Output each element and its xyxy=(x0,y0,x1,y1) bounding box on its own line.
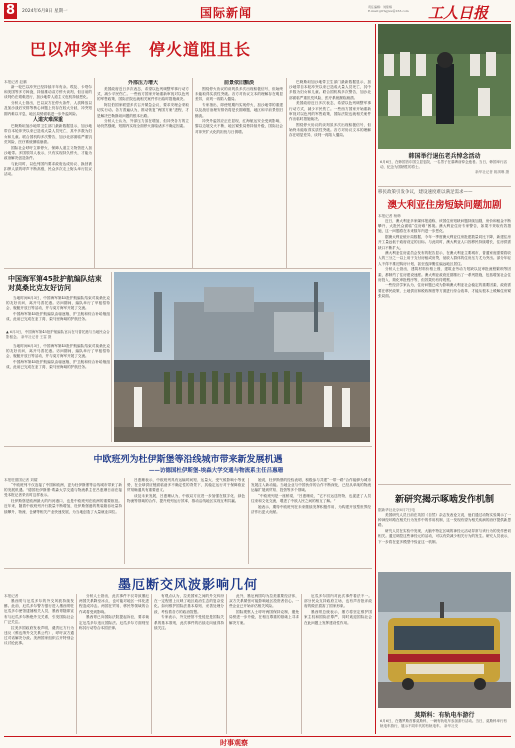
duisburg-para: 谈及未来发展，吕惠珊认为，中欧双方应进一步加强在数字化、绿色物流等领域的合作，提升班列运行效率，推动沿线地区实现互利共赢。 xyxy=(127,494,245,504)
palestine-col-1 xyxy=(4,80,92,264)
palestine-para: 美国政府近日多次表态，希望以色列调整军事行动方式，减少平民伤亡。一些西方国家开始重新审视对以色列的军售政策，国际法院也就相关案件作出临时措施裁决。 xyxy=(289,101,371,121)
header-email: E-mail:grrbgjxw@163.com xyxy=(368,9,409,13)
australia-col-1 xyxy=(378,214,511,482)
navy-ship-photo xyxy=(114,272,370,442)
palestine-col-2 xyxy=(97,80,189,264)
duisburg-col-3 xyxy=(251,478,371,564)
palestine-para: 美国政府近日多次表态，希望以色列调整军事行动方式，减少平民伤亡。一些西方国家开始重新审视对以色列的军售政策，国际法院也就相关案件作出临时措施裁决。 xyxy=(97,87,189,102)
mexico-para: 墨西哥与厄瓜多尔的外交风波持续发酵。此前，厄瓜多尔警方强行进入墨西哥驻厄瓜多尔使馆逮捕相关人员，墨西哥随即宣布与厄瓜多尔断绝外交关系，引发国际社会广泛关注。 xyxy=(4,599,74,624)
headline-science: 新研究揭示啄啮发作机制 xyxy=(394,495,494,505)
headline-duisburg: 中欧班列为杜伊斯堡等沿线城市带来新发展机遇 xyxy=(93,455,283,465)
column-rule xyxy=(248,478,249,564)
palestine-byline: 本报记者 赵鹏 xyxy=(4,80,27,84)
moscow-tram-photo xyxy=(378,572,511,708)
science-byline: 据新华社北京6月7日电 xyxy=(378,508,415,512)
palestine-para: 分析人士认为，外部压力虽在增加，但冲突各方的立场仍然强硬，短期内实现全面停火面临诸多不确定因素。 xyxy=(97,119,189,129)
headline-korea: 韩国举行退伍老兵悼念活动 xyxy=(408,153,481,160)
duisburg-col-2 xyxy=(127,478,245,564)
mexico-byline: 本报记者 xyxy=(4,594,19,598)
korea-credit: 新华社记者 姚琪琳 摄 xyxy=(475,170,509,174)
palestine-subhead-2: 外部压力增大 xyxy=(127,80,158,86)
mexico-para: 厄瓜多尔国内对此次事件看法不一。部分民众支持政府立场，也有声音批评政府的做法损害了国家形象。 xyxy=(304,594,372,609)
australia-kicker: 移民政策引发争议，建设速度难以满足需求—— xyxy=(378,190,473,195)
duisburg-para: 她表示，期待中欧班列在未来继续发挥积极作用，为构建开放型世界经济作出更大贡献。 xyxy=(251,505,371,515)
navy-body xyxy=(6,296,110,330)
navy-credit: 新华社记者 王雷 摄 xyxy=(21,335,52,339)
column-rule xyxy=(124,478,125,564)
korea-memorial-photo xyxy=(378,24,511,149)
column-rule xyxy=(301,594,302,734)
page-number: 8 xyxy=(5,3,16,18)
headline-navy: 中国海军第45批护航编队结束对莫桑比克友好访问 xyxy=(8,275,102,292)
navy-caption xyxy=(6,330,110,340)
footer-brand: 时事观察 xyxy=(220,739,248,747)
section-rule xyxy=(4,568,372,569)
section-rule xyxy=(4,446,372,447)
header-meta xyxy=(368,5,409,13)
palestine-para: 围绕停火协议的谈判虽多次出现积极信号，但始终未能取得实质性突破。各方对协议文本的理解存在明显差异，谈判一再陷入僵局。 xyxy=(289,122,371,138)
column-rule xyxy=(286,78,287,268)
header-editor: 责任编辑：刘紫嫣 xyxy=(368,5,393,9)
mexico-para: 墨西哥总统表示，墨方将坚定维护国家主权和国际法尊严，同时欢迎国际社会在此问题上发挥建设性作用。 xyxy=(304,610,372,625)
column-rule xyxy=(111,272,112,442)
header-rule xyxy=(4,21,511,22)
section-rule xyxy=(4,268,372,269)
right-column-rule xyxy=(375,24,376,734)
headline-palestine: 巴以冲突半年 停火道阻且长 xyxy=(30,40,252,59)
section-rule xyxy=(378,484,511,485)
navy-extra-text xyxy=(6,344,110,440)
column-rule xyxy=(226,594,227,734)
palestine-para: 阿拉伯国家联盟多次召开紧急会议，要求安理会采取切实行动。各方普遍认为，推动恢复“两国方案”进程，才是解决巴勒斯坦问题的根本出路。 xyxy=(97,103,189,118)
duisburg-para: “中欧班列不仅连接了中国和欧洲，更为杜伊斯堡等沿线城市带来了新的发展机遇。”德国杜伊斯堡-埃森大学交通与物流系主任吕惠珊日前在接受本报记者采访时这样表示。 xyxy=(4,483,122,498)
palestine-para: 巴勒斯坦加沙地带卫生部门最新数据显示，加沙地带自本轮冲突以来已造成大量人员死亡，其中多数为妇女和儿童。联合国机构多次警告，加沙北部面临严重饥荒风险，医疗系统濒临崩溃。 xyxy=(289,80,371,100)
navy-para: 当地时间6月3日，中国海军第45批护航编队结束对莫桑比克的友好访问，离开马普托港。访问期间，编队举行了甲板招待会、舰艇开放日等活动，并与莫方海军开展了交流。 xyxy=(6,296,110,311)
headline-australia: 澳大利亚住房短缺问题加剧 xyxy=(387,200,502,211)
navy-caption-text: ▲ 6月3日，中国海军第45批护航编队官兵在马普托港与当地民众合影留念。 xyxy=(6,330,110,339)
mexico-col-2 xyxy=(79,594,149,734)
column-rule xyxy=(76,594,77,734)
australia-para: 一些经济学家认为，住房问题已成为影响澳大利亚社会稳定的重要因素，政府需要在移民政策、土地供应和税收制度等方面进行综合改革，才能从根本上缓解住房紧张局面。 xyxy=(378,283,511,298)
moscow-tram-illustration xyxy=(378,572,511,708)
mexico-col-4 xyxy=(229,594,299,734)
tram-caption xyxy=(380,719,509,731)
palestine-col-4 xyxy=(289,80,371,264)
masthead-logo: 工人日报 xyxy=(428,4,489,22)
duisburg-col-1 xyxy=(4,478,122,564)
mexico-para: 国际观察人士呼吁两国保持克制，避免局势进一步升级，在相互尊重的基础上寻求解决方案。 xyxy=(229,610,299,625)
palestine-para: 围绕停火协议的谈判虽多次出现积极信号，但始终未能取得实质性突破。各方对协议文本的理解存在明显差异，谈判一再陷入僵局。 xyxy=(195,87,283,102)
australia-para: 据澳大利亚统计局数据，今年一季度澳大利亚住房批建数量同比下降，新建住房开工量远低于政府设定的目标。与此同时，澳大利亚人口因移民持续增长，住房供需缺口不断扩大。 xyxy=(378,235,511,250)
mexico-para: 此外，墨厄两国均为拉美重要经济体，双方关系紧张可能影响地区投资者信心。一些企业已开始评估相关风险。 xyxy=(229,594,299,609)
navy-extra-para: 当地时间6月3日，中国海军第45批护航编队结束对莫桑比克的友好访问，离开马普托港。访问期间，编队举行了甲板招待会、舰艇开放日等活动，并与莫方海军开展了交流。 xyxy=(6,344,110,359)
palestine-para: 巴勒斯坦加沙地带卫生部门最新数据显示，加沙地带自本轮冲突以来已造成大量人员死亡，其中多数为妇女和儿童。联合国机构多次警告，加沙北部面临严重饥荒风险，医疗系统濒临崩溃。 xyxy=(4,124,92,144)
section-title: 国际新闻 xyxy=(200,6,253,20)
mexico-col-1 xyxy=(4,594,74,734)
korea-memorial-illustration xyxy=(378,24,511,149)
navy-extra-para: 中国海军第45批护航编队由驱逐舰、护卫舰和综合补给舰组成，此前已完成在亚丁湾、索马里海域的护航任务。 xyxy=(6,360,110,370)
mexico-col-3 xyxy=(154,594,224,734)
science-para: 研究人员在实验中发现，大脑中特定区域的神经元活动异常与该行为的发作密切相关。通过调控这些神经元的活动，可以有效减少相关行为的发生。研究人员表示，下一步将在更多模型中验证这一机制。 xyxy=(378,529,511,544)
palestine-para: 冲突外溢效应正在显现，红海航运安全受到影响，黎以边境交火不断，地区紧张局势持续升级，国际社会对冲突扩大化的担忧与日俱增。 xyxy=(195,119,283,134)
column-rule xyxy=(192,78,193,268)
australia-para: 近日，澳大利亚多家媒体报道称，该国住房短缺问题持续加剧，房价和租金不断攀升，大批民众面临“住房难”困境。澳大利亚住房专家警告，如果不采取有效措施，这一问题将在未来数年内进一步恶化。 xyxy=(378,219,511,234)
navy-ship-illustration xyxy=(114,272,370,442)
palestine-subhead-3: 前景依旧黯淡 xyxy=(223,80,254,86)
column-rule xyxy=(94,78,95,268)
australia-para: 澳大利亚住房委员会发布的报告显示，在澳大利亚主要城市，普通家庭需要将收入的三分之一以上用于支付房租或房贷，低收入群体的住房压力尤为突出。部分年轻人不得不推迟购房计划，甚至选择搬往偏远地区居住。 xyxy=(378,251,511,266)
duisburg-para: 吕惠珊表示，中欧班列具有运输时间短、运量大、受气候影响小等优势，在全球供应链面临诸多不确定性的背景下，其稳定运行对于保障欧亚贸易畅通具有重要意义。 xyxy=(127,478,245,493)
duisburg-para: “中欧班列是一座桥梁，”吕惠珊说，“它不仅运送货物，也促进了人员往来和文化交流，增进了中欧人民之间的相互了解。” xyxy=(251,494,371,504)
mexico-para: 拉美多国政府发表声明，谴责厄方行为违反《维也纳外交关系公约》，呼吁双方通过对话解决分歧。美洲国家组织召开特别会议讨论此事。 xyxy=(4,625,74,646)
tram-credit: 新华社发 xyxy=(444,724,459,728)
page-date: 2024年6月8日 星期一 xyxy=(22,9,68,14)
mexico-para: 分析人士指出，此次事件不仅导致墨厄两国关系降至冰点，也可能对地区一体化进程造成冲击。两国在贸易、移民等领域的合作或将受到影响。 xyxy=(79,594,149,614)
footer-rule xyxy=(4,736,511,737)
subtitle-duisburg: ——访德国杜伊斯堡-埃森大学交通与物流系主任吕惠珊 xyxy=(148,468,284,474)
palestine-col-3 xyxy=(195,80,283,264)
australia-para: 分析人士指出，建筑材料价格上涨、建筑业劳动力短缺以及审批流程繁琐等因素，都制约了住房建设速度。澳大利亚政府近期推出了一系列措施，包括增加社会住房投入、简化审批程序等，但效果仍有待观察。 xyxy=(378,267,511,282)
australia-byline: 本报记者 杨韩 xyxy=(378,214,401,218)
palestine-para: 新一轮巴以冲突已经持续半年有余。埃及、卡塔尔和美国等多方斡旋，持续推动双方停火谈判，但目前的谈判仍在艰难进行，加沙地带人道主义危机持续恶化。 xyxy=(4,85,92,100)
science-para: 美国研究人员日前在英国《自然》杂志发表论文说，他们通过动物实验揭示了一种神经环路在相关行为发作中的作用机制，这一发现有望为相关疾病的治疗提供新思路。 xyxy=(378,513,511,528)
palestine-subhead-1: 人道灾难深重 xyxy=(32,117,63,124)
duisburg-para: 她说，杜伊斯堡的经验表明，积极参与共建“一带一路”合作能够为城市发展注入新动能。当地企业与中国伙伴的合作不断深化，已经从单纯的物流运输扩展到贸易、投资等多个领域。 xyxy=(251,478,371,493)
tram-caption-text: 6月6日，在俄罗斯首都莫斯科，一辆有轨电车参加游行活动。当日，莫斯科举行有轨电车游行，展示不同年代的有轨电车。 xyxy=(380,719,507,728)
mexico-para: 墨西哥已向国际法院提起诉讼，要求裁定厄瓜多尔违反国际法。厄瓜多尔方面则坚称其行动符合本国法律。 xyxy=(79,615,149,630)
korea-caption-text: 6月6日，在韩国首尔国立显忠院，一名男子在墓碑前悼念逝者。当日，韩国举行活动，纪念为国牺牲的将士。 xyxy=(380,160,507,169)
duisburg-para: 杜伊斯堡是欧洲最大的内河港口，也是中欧班列在欧洲的重要枢纽。近年来，随着中欧班列开行数量不断增加，杜伊斯堡港的集装箱吞吐量持续攀升，物流、仓储等相关产业快速发展，为当地创造了大量就业岗位。 xyxy=(4,499,122,514)
mexico-para: 专家表示，外交使馆不受侵犯是国际关系的基本准则，此次事件的后续走向值得持续关注。 xyxy=(154,615,224,630)
palestine-para: 分析人士指出，巴以双方在停火条件、人质释放以及加沙战后安排等核心问题上仍存在较大分歧，冲突短期内难以平息，地区局势面临进一步外溢风险。 xyxy=(4,101,92,116)
mexico-col-5 xyxy=(304,594,372,734)
column-rule xyxy=(151,594,152,734)
korea-caption xyxy=(380,160,509,175)
palestine-para: 国际社会呼吁立即停火、保障人道主义物资进入加沙地带。多国领导人表示，只有实现持久停火，才能为政治解决创造条件。 xyxy=(4,145,92,160)
duisburg-byline: 本报驻德国记者 刘耀 xyxy=(4,478,38,482)
headline-tram: 莫斯科：有轨电车游行 xyxy=(414,712,475,719)
palestine-para: 专家指出，即使短期内实现停火，加沙地带的重建以及战后治理安排仍将是长期难题，地区和平前景依旧黯淡。 xyxy=(195,103,283,118)
headline-mexico: 墨厄断交风波影响几何 xyxy=(117,578,258,593)
science-body xyxy=(378,508,511,570)
section-rule xyxy=(378,186,511,187)
palestine-para: 与此同时，以色列国内要求政府达成协议、换回被扣押人质的呼声不断高涨，民众多次走上街头举行抗议活动。 xyxy=(4,161,92,177)
navy-para: 中国海军第45批护航编队由驱逐舰、护卫舰和综合补给舰组成，此前已完成在亚丁湾、索马里海域的护航任务。 xyxy=(6,312,110,322)
mexico-para: 有观点认为，拉美国家之间的外交纠纷在一定程度上反映了地区政治生态的复杂变化。如何维护国际法基本原则、妥善处理分歧，考验着各方的政治智慧。 xyxy=(154,594,224,614)
